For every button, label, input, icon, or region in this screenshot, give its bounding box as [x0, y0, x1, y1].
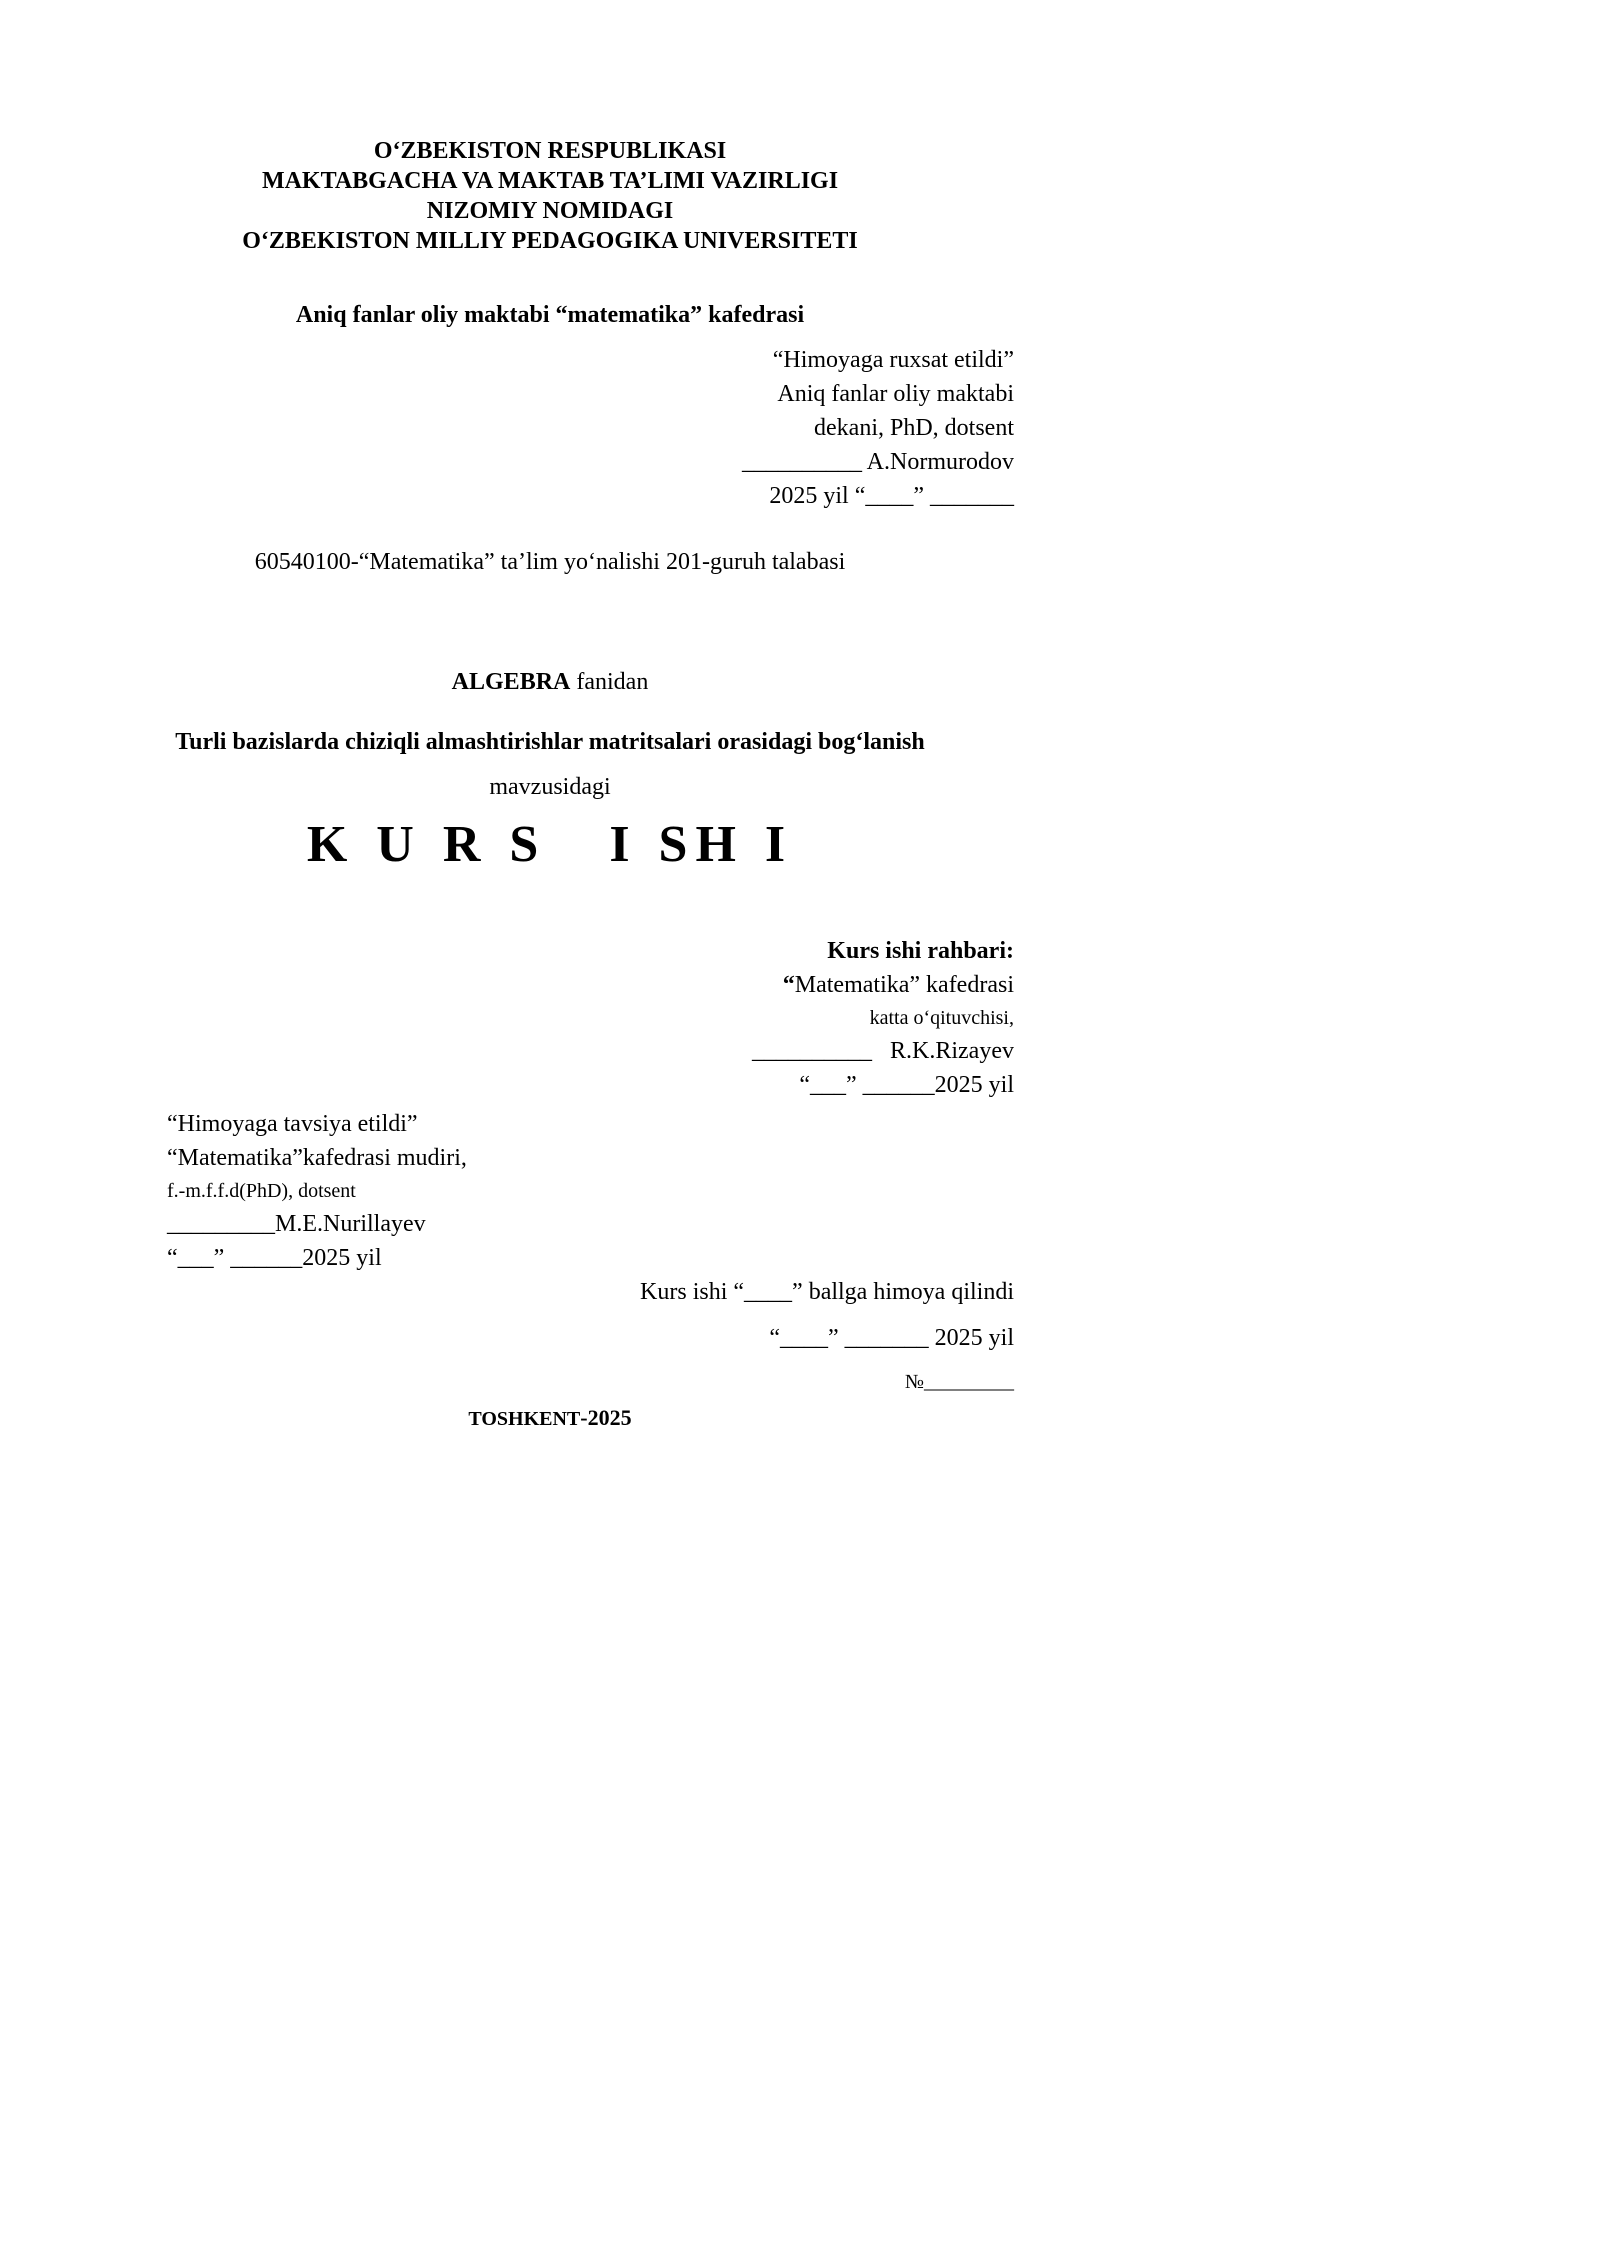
approval-date: 2025 yil “____” _______ — [769, 483, 1014, 509]
supervisor-line-2: katta o‘qituvchisi, — [869, 1007, 1014, 1029]
defense-grade-line: Kurs ishi “____” ballga himoya qilindi — [640, 1279, 1014, 1305]
defense-date: “____” _______ 2025 yil — [769, 1325, 1014, 1351]
supervisor-heading: Kurs ishi rahbari: — [827, 938, 1014, 964]
footer-year: -2025 — [580, 1405, 632, 1430]
topic-suffix: mavzusidagi — [489, 774, 611, 800]
header-line-named-after: NIZOMIY NOMIDAGI — [426, 198, 674, 224]
recommendation-line-2: “Matematika”kafedrasi mudiri, — [167, 1145, 467, 1171]
supervisor-line-1: “Matematika” kafedrasi — [782, 972, 1014, 998]
title-page — [0, 0, 1100, 1600]
recommendation-block — [167, 1107, 467, 1275]
subject-suffix: fanidan — [570, 669, 649, 695]
footer-city-year — [0, 1403, 1100, 1434]
institution-header — [0, 136, 1100, 256]
supervisor-signature: __________ R.K.Rizayev — [752, 1038, 1014, 1064]
approval-signature: __________ A.Normurodov — [742, 449, 1014, 475]
header-line-ministry: MAKTABGACHA VA MAKTAB TA’LIMI VAZIRLIGI — [261, 168, 839, 194]
approval-line-3: dekani, PhD, dotsent — [814, 415, 1014, 441]
student-line: 60540100-“Matematika” ta’lim yo‘nalishi 201-guruh talabasi — [254, 549, 846, 575]
header-line-country: O‘ZBEKISTON RESPUBLIKASI — [373, 138, 727, 164]
recommendation-signature: _________M.E.Nurillayev — [167, 1211, 426, 1237]
subject-name: ALGEBRA — [451, 669, 571, 695]
subject-line — [0, 665, 1100, 699]
header-line-university: O‘ZBEKISTON MILLIY PEDAGOGIKA UNIVERSITETI — [242, 228, 858, 254]
dean-approval-block — [742, 343, 1014, 513]
approval-line-2: Aniq fanlar oliy maktabi — [777, 381, 1014, 407]
registration-number: №_________ — [904, 1371, 1014, 1393]
recommendation-date: “___” ______2025 yil — [167, 1245, 382, 1271]
supervisor-date: “___” ______2025 yil — [799, 1072, 1014, 1098]
recommendation-line-1: “Himoyaga tavsiya etildi” — [167, 1111, 418, 1137]
topic-title: Turli bazislarda chiziqli almashtirishlar matritsalari orasidagi bog‘lanish — [175, 729, 925, 755]
document-type-title: K U R S I SH I — [306, 816, 794, 873]
approval-line-1: “Himoyaga ruxsat etildi” — [772, 347, 1014, 373]
footer-city: TOSHKENT — [468, 1408, 581, 1430]
supervisor-block — [752, 934, 1014, 1102]
department-title: Aniq fanlar oliy maktabi “matematika” kafedrasi — [295, 302, 805, 328]
recommendation-line-3: f.-m.f.f.d(PhD), dotsent — [167, 1180, 356, 1202]
